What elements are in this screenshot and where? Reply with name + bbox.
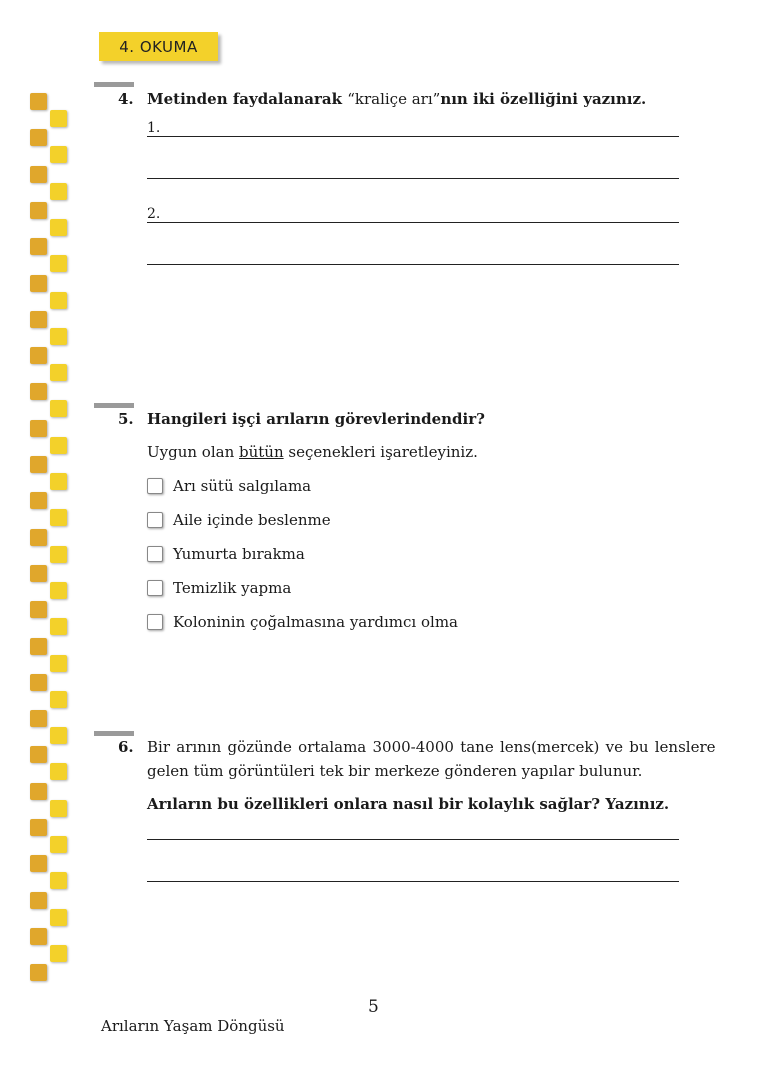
margin-square — [50, 509, 67, 526]
question-marker-bar — [94, 82, 134, 87]
margin-square — [30, 529, 47, 546]
prompt-bold-start: Metinden faydalanarak — [147, 90, 348, 108]
question-passage-line-2: gelen tüm görüntüleri tek bir merkeze gönderen yapılar bulunur. — [147, 762, 643, 780]
margin-square — [30, 238, 47, 255]
margin-square — [50, 582, 67, 599]
question-marker-bar — [94, 731, 134, 736]
margin-square — [30, 928, 47, 945]
instruction-underlined: bütün — [239, 443, 284, 461]
margin-square — [50, 219, 67, 236]
margin-square — [30, 166, 47, 183]
margin-square — [30, 492, 47, 509]
answer-line-label: 1. — [147, 120, 161, 136]
section-tag: 4. OKUMA — [99, 32, 218, 61]
margin-square — [30, 601, 47, 618]
book-title-footer: Arıların Yaşam Döngüsü — [101, 1017, 285, 1035]
margin-square — [50, 763, 67, 780]
margin-square — [30, 456, 47, 473]
margin-square — [30, 93, 47, 110]
margin-square — [50, 546, 67, 563]
answer-line-label: 2. — [147, 206, 161, 222]
margin-square — [30, 275, 47, 292]
margin-square — [50, 691, 67, 708]
margin-square — [30, 746, 47, 763]
option-label: Koloninin çoğalmasına yardımcı olma — [173, 613, 458, 631]
question-marker-bar — [94, 403, 134, 408]
margin-square — [50, 255, 67, 272]
margin-square — [50, 364, 67, 381]
option-label: Yumurta bırakma — [173, 545, 305, 563]
checkbox[interactable] — [147, 512, 163, 528]
margin-square — [50, 727, 67, 744]
prompt-quote: “kraliçe arı” — [347, 90, 441, 108]
margin-square — [30, 819, 47, 836]
question-5 — [94, 403, 694, 643]
margin-square — [50, 437, 67, 454]
margin-square — [50, 618, 67, 635]
question-6 — [94, 731, 716, 891]
margin-square — [30, 964, 47, 981]
margin-square — [50, 909, 67, 926]
margin-square — [50, 146, 67, 163]
question-prompt — [147, 87, 646, 111]
margin-square — [50, 473, 67, 490]
margin-square — [50, 110, 67, 127]
margin-square — [50, 328, 67, 345]
margin-square — [30, 710, 47, 727]
question-number: 5. — [118, 410, 134, 428]
answer-line-1b[interactable] — [147, 158, 679, 179]
question-4 — [94, 82, 694, 282]
question-passage-line-1: Bir arının gözünde ortalama 3000-4000 tane lens(mercek) ve bu lenslere — [147, 738, 716, 756]
margin-square — [50, 945, 67, 962]
answer-line-1[interactable] — [147, 116, 679, 137]
margin-square — [30, 383, 47, 400]
option-label: Aile içinde beslenme — [173, 511, 331, 529]
checkbox[interactable] — [147, 546, 163, 562]
margin-square — [30, 638, 47, 655]
margin-square — [50, 292, 67, 309]
option-label: Temizlik yapma — [173, 579, 292, 597]
margin-square — [30, 420, 47, 437]
option-5[interactable] — [147, 612, 458, 632]
margin-square — [30, 565, 47, 582]
margin-square — [30, 855, 47, 872]
margin-square — [30, 783, 47, 800]
margin-square — [30, 674, 47, 691]
decorative-margin-squares — [0, 0, 80, 1080]
margin-square — [30, 892, 47, 909]
checkbox[interactable] — [147, 614, 163, 630]
prompt-bold-end: nın iki özelliğini yazınız. — [440, 90, 647, 108]
question-prompt: Hangileri işçi arıların görevlerindendir? — [147, 410, 485, 428]
margin-square — [30, 202, 47, 219]
answer-line-2[interactable] — [147, 202, 679, 223]
question-prompt: Arıların bu özellikleri onlara nasıl bir kolaylık sağlar? Yazınız. — [147, 795, 670, 813]
answer-line-2b[interactable] — [147, 244, 679, 265]
option-2[interactable] — [147, 510, 331, 530]
margin-square — [50, 655, 67, 672]
option-4[interactable] — [147, 578, 291, 598]
option-label: Arı sütü salgılama — [173, 477, 312, 495]
margin-square — [50, 400, 67, 417]
option-3[interactable] — [147, 544, 305, 564]
margin-square — [30, 129, 47, 146]
option-1[interactable] — [147, 476, 311, 496]
instruction-end: seçenekleri işaretleyiniz. — [283, 443, 478, 461]
instruction-start: Uygun olan — [147, 443, 240, 461]
question-number: 6. — [118, 738, 134, 756]
answer-line-1[interactable] — [147, 819, 679, 840]
answer-line-2[interactable] — [147, 861, 679, 882]
margin-square — [50, 183, 67, 200]
margin-square — [50, 872, 67, 889]
question-number: 4. — [118, 90, 134, 108]
question-instruction — [147, 440, 478, 464]
checkbox[interactable] — [147, 478, 163, 494]
margin-square — [50, 800, 67, 817]
page-number: 5 — [368, 997, 379, 1017]
margin-square — [30, 311, 47, 328]
margin-square — [30, 347, 47, 364]
margin-square — [50, 836, 67, 853]
checkbox[interactable] — [147, 580, 163, 596]
